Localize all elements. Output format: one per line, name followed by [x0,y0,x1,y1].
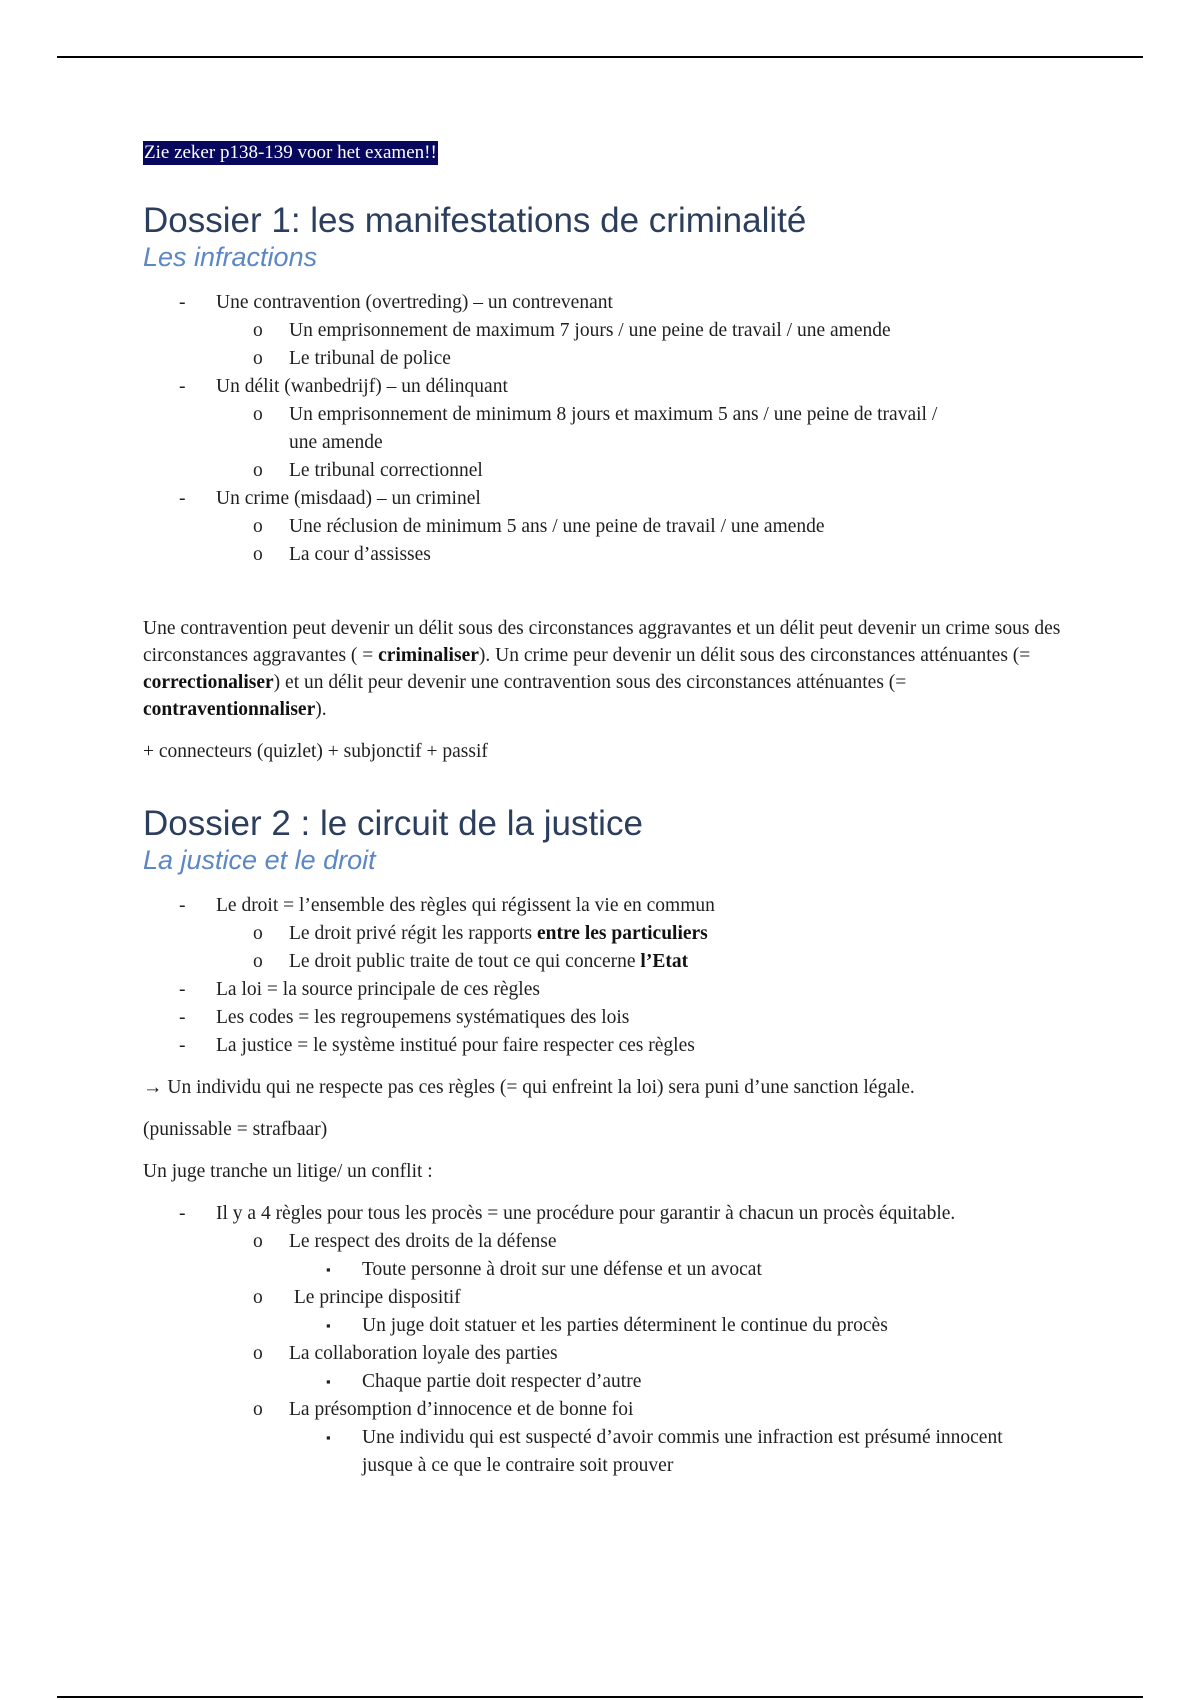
detail-item [289,1256,1143,1284]
detail-text: Chaque partie doit respecter d’autre [362,1371,642,1392]
sub-text: Le tribunal de police [289,348,451,369]
paragraph-text: ). [315,699,327,720]
sub-text: Un emprisonnement de maximum 7 jours / une peine de travail / une amende [289,320,891,341]
dash-marker: - [179,895,186,916]
circle-marker: o [253,1399,263,1420]
list-item [143,976,1143,1004]
note-line [143,141,1143,165]
list-item [143,289,1143,373]
dash-marker: - [179,488,186,509]
juge-line: Un juge tranche un litige/ un conflit : [143,1161,433,1182]
bullet-text: La loi = la source principale de ces règles [216,979,540,1000]
circle-marker: o [253,516,263,537]
rule-label: Le respect des droits de la défense [289,1231,557,1252]
arrow-icon: → [143,1077,163,1098]
dossier2-title: Dossier 2 : le circuit de la justice [143,804,643,843]
sub-list-item [216,513,1143,541]
rule-label: La collaboration loyale des parties [289,1343,558,1364]
sub-list-item [216,1340,1143,1396]
sub-list-item [216,541,1143,569]
circle-marker: o [253,951,263,972]
sub-text: Le tribunal correctionnel [289,460,483,481]
circle-marker: o [253,923,263,944]
detail-item [289,1312,1143,1340]
header-rule [57,56,1143,58]
sub-text: Le droit public traite de tout ce qui concerne [289,951,641,972]
footer-rule [57,1696,1143,1698]
circle-marker: o [253,404,263,425]
dossier1-bullet-list [143,289,1143,569]
list-item [143,485,1143,569]
sub-text-bold: entre les particuliers [537,923,708,944]
list-item [143,1032,1143,1060]
square-marker: ▪ [326,1374,331,1389]
list-item [143,892,1143,976]
dash-marker: - [179,1035,186,1056]
sub-list-item [216,345,1143,373]
circumstances-paragraph [143,615,1073,723]
dash-marker: - [179,376,186,397]
detail-text: Une individu qui est suspecté d’avoir commis une infraction est présumé innocent jusque à ce que le contraire soit prouver [362,1427,1003,1476]
detail-text: Toute personne à droit sur une défense et un avocat [362,1259,762,1280]
bullet-text: Une contravention (overtreding) – un contrevenant [216,292,613,313]
detail-text: Un juge doit statuer et les parties déterminent le continue du procès [362,1315,888,1336]
square-marker: ▪ [326,1318,331,1333]
detail-item [289,1424,1143,1480]
list-item [143,373,1143,485]
rule-label: La présomption d’innocence et de bonne foi [289,1399,634,1420]
sub-list-item [216,317,1143,345]
dossier1-title: Dossier 1: les manifestations de criminalité [143,201,807,240]
highlighted-note: Zie zeker p138-139 voor het examen!! [144,142,437,163]
sanction-text: Un individu qui ne respecte pas ces règles (= qui enfreint la loi) sera puni d’une sanction légale. [167,1077,915,1098]
dash-marker: - [179,1203,186,1224]
bullet-text: Les codes = les regroupemens systématiques des lois [216,1007,630,1028]
sanction-line [143,1074,1143,1102]
sub-list-item [216,948,1143,976]
circle-marker: o [253,1287,263,1308]
list-item [143,1200,1143,1480]
punissable-note: (punissable = strafbaar) [143,1119,328,1140]
circle-marker: o [253,460,263,481]
bullet-text: Il y a 4 règles pour tous les procès = une procédure pour garantir à chacun un procès équitable. [216,1203,956,1224]
dossier2-subtitle: La justice et le droit [143,845,376,875]
document-content [143,141,1143,1480]
bullet-text: Un délit (wanbedrijf) – un délinquant [216,376,508,397]
paragraph-text: ) et un délit peur devenir une contravention sous des circonstances atténuantes (= [273,672,907,693]
sub-list-item [216,457,1143,485]
list-item [143,1004,1143,1032]
dossier2-bullet-list [143,892,1143,1060]
circle-marker: o [253,320,263,341]
sub-text-bold: l’Etat [640,951,689,972]
sub-list-item [216,1284,1143,1340]
rule-label: Le principe dispositif [289,1287,461,1308]
sub-list-item [216,1228,1143,1284]
term-criminaliser: criminaliser [378,645,479,666]
sub-text: Le droit privé régit les rapports [289,923,538,944]
circle-marker: o [253,1343,263,1364]
sub-text: Un emprisonnement de minimum 8 jours et maximum 5 ans / une peine de travail / une amende [289,404,938,453]
sub-text: Une réclusion de minimum 5 ans / une peine de travail / une amende [289,516,825,537]
term-contraventionnaliser: contraventionnaliser [143,699,316,720]
bullet-text: La justice = le système institué pour faire respecter ces règles [216,1035,695,1056]
bullet-text: Le droit = l’ensemble des règles qui régissent la vie en commun [216,895,715,916]
square-marker: ▪ [326,1430,331,1445]
sub-list-item [216,1396,1143,1480]
dash-marker: - [179,292,186,313]
sub-text: La cour d’assisses [289,544,431,565]
term-correctionaliser: correctionaliser [143,672,274,693]
circle-marker: o [253,1231,263,1252]
dash-marker: - [179,979,186,1000]
paragraph-text: ). Un crime peur devenir un délit sous des circonstances atténuantes (= [478,645,1031,666]
bullet-text: Un crime (misdaad) – un criminel [216,488,481,509]
sub-list-item [216,920,1143,948]
circle-marker: o [253,348,263,369]
square-marker: ▪ [326,1262,331,1277]
sub-list-item [216,401,1143,457]
dash-marker: - [179,1007,186,1028]
dossier1-subtitle: Les infractions [143,242,318,272]
paragraph-text: Une contravention peut devenir un délit sous des circonstances aggravantes et un délit peut devenir un crime sous des circonstances aggravantes ( = [143,618,1061,666]
detail-item [289,1368,1143,1396]
regles-list [143,1200,1143,1480]
extra-topics: + connecteurs (quizlet) + subjonctif + passif [143,741,488,762]
circle-marker: o [253,544,263,565]
